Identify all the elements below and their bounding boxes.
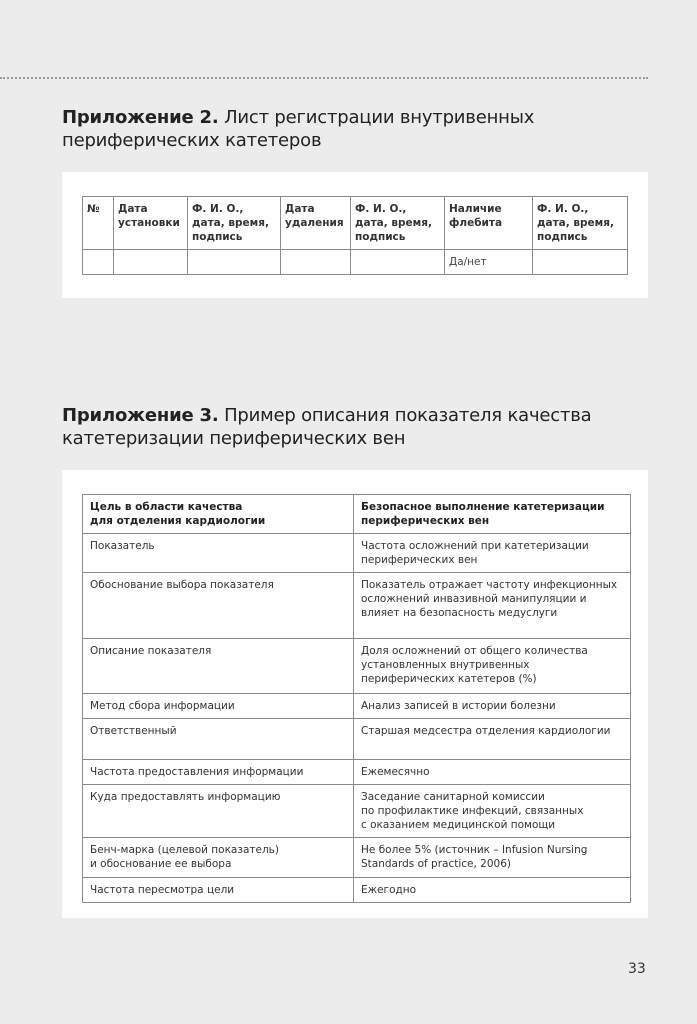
parameter-cell: Бенч-марка (целевой показатель) и обоснование ее выбора <box>83 838 354 878</box>
table-row <box>83 534 631 573</box>
parameter-cell: Частота пересмотра цели <box>83 878 354 903</box>
table-row <box>83 639 631 694</box>
parameter-cell: Цель в области качества для отделения кардиологии <box>83 495 354 534</box>
table-row <box>83 838 631 878</box>
appendix-3-label: Приложение 3. <box>62 405 219 426</box>
column-header: Ф. И. О., дата, время, подпись <box>351 197 445 250</box>
value-cell: Ежемесячно <box>354 760 631 785</box>
appendix-2-title: Лист регистрации внутривенных периферических катетеров <box>62 107 535 151</box>
parameter-cell: Куда предоставлять информацию <box>83 785 354 838</box>
parameter-cell: Описание показателя <box>83 639 354 694</box>
parameter-cell: Обоснование выбора показателя <box>83 573 354 639</box>
appendix-2-heading <box>62 106 622 152</box>
value-cell: Ежегодно <box>354 878 631 903</box>
parameter-cell: Показатель <box>83 534 354 573</box>
table-cell <box>281 250 351 275</box>
table-row <box>83 719 631 760</box>
table-cell <box>533 250 628 275</box>
value-cell: Не более 5% (источник – Infusion Nursing Standards of practice, 2006) <box>354 838 631 878</box>
table-row <box>83 785 631 838</box>
table-cell <box>114 250 188 275</box>
column-header: Наличие флебита <box>445 197 533 250</box>
table-cell <box>351 250 445 275</box>
table-header-row <box>83 197 628 250</box>
appendix-3-title: Пример описания показателя качества катетеризации периферических вен <box>62 405 592 449</box>
value-cell: Анализ записей в истории болезни <box>354 694 631 719</box>
table-row <box>83 573 631 639</box>
column-header: Ф. И. О., дата, время, подпись <box>188 197 281 250</box>
column-header: Дата установки <box>114 197 188 250</box>
parameter-cell: Ответственный <box>83 719 354 760</box>
parameter-cell: Частота предоставления информации <box>83 760 354 785</box>
table-row <box>83 250 628 275</box>
quality-indicator-table <box>82 494 631 903</box>
page-number: 33 <box>628 961 646 977</box>
table-header-row <box>83 495 631 534</box>
appendix-3-heading <box>62 404 622 450</box>
table-cell <box>188 250 281 275</box>
table-cell <box>83 250 114 275</box>
value-cell: Безопасное выполнение катетеризации периферических вен <box>354 495 631 534</box>
parameter-cell: Метод сбора информации <box>83 694 354 719</box>
appendix-2-label: Приложение 2. <box>62 107 219 128</box>
column-header: № <box>83 197 114 250</box>
table-row <box>83 878 631 903</box>
table-cell: Да/нет <box>445 250 533 275</box>
column-header: Дата удаления <box>281 197 351 250</box>
column-header: Ф. И. О., дата, время, подпись <box>533 197 628 250</box>
value-cell: Старшая медсестра отделения кардиологии <box>354 719 631 760</box>
value-cell: Доля осложнений от общего количества установленных внутривенных периферических катетеров (%) <box>354 639 631 694</box>
catheter-registration-table <box>82 196 628 275</box>
value-cell: Частота осложнений при катетеризации периферических вен <box>354 534 631 573</box>
dotted-divider <box>0 77 648 79</box>
value-cell: Заседание санитарной комиссии по профилактике инфекций, связанных с оказанием медицинской помощи <box>354 785 631 838</box>
value-cell: Показатель отражает частоту инфекционных осложнений инвазивной манипуляции и влияет на безопасность медуслуги <box>354 573 631 639</box>
table-row <box>83 760 631 785</box>
table-row <box>83 694 631 719</box>
